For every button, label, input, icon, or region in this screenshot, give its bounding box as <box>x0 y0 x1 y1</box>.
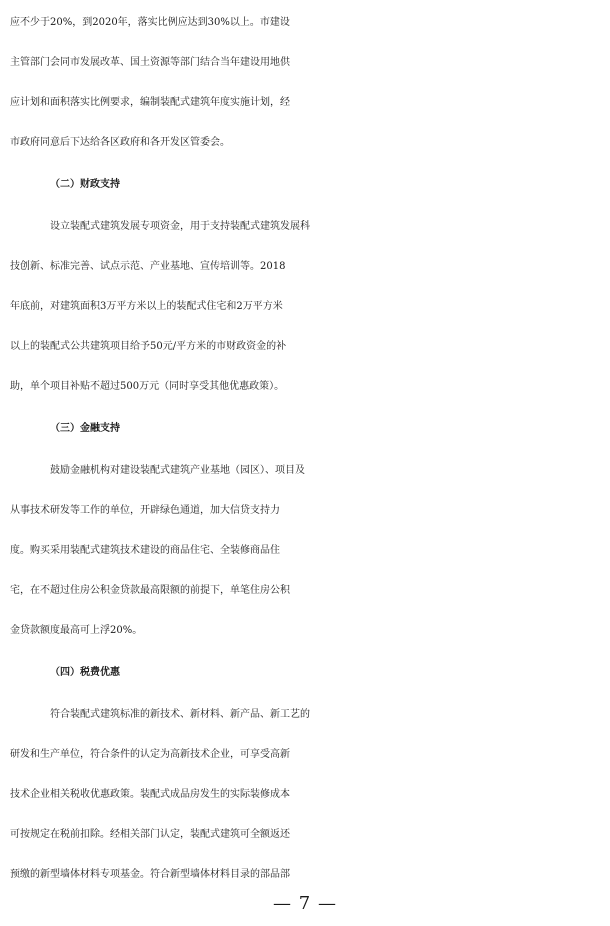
body-text-line: 应计划和面积落实比例要求，编制装配式建筑年度实施计划，经 <box>10 97 290 108</box>
body-text-line: 从事技术研发等工作的单位，开辟绿色通道，加大信贷支持力 <box>10 505 280 516</box>
body-text-line: 技术企业相关税收优惠政策。装配式成品房发生的实际装修成本 <box>10 789 290 800</box>
section-heading-finance: （三）金融支持 <box>50 423 120 434</box>
body-text-line: 研发和生产单位，符合条件的认定为高新技术企业，可享受高新 <box>10 749 290 760</box>
body-text-line: 金贷款额度最高可上浮20%。 <box>10 625 143 636</box>
body-text-line: 技创新、标准完善、试点示范、产业基地、宣传培训等。2018 <box>10 261 286 272</box>
body-text-line: 度。购买采用装配式建筑技术建设的商品住宅、全装修商品住 <box>10 545 280 556</box>
body-text-line: 市政府同意后下达给各区政府和各开发区管委会。 <box>10 137 230 148</box>
body-text-line: 应不少于20%，到2020年，落实比例应达到30%以上。市建设 <box>10 17 290 28</box>
section-heading-fiscal: （二）财政支持 <box>50 179 120 190</box>
body-text-line: 主管部门会同市发展改革、国土资源等部门结合当年建设用地供 <box>10 57 290 68</box>
body-text-line: 符合装配式建筑标准的新技术、新材料、新产品、新工艺的 <box>50 709 310 720</box>
body-text-line: 宅，在不超过住房公积金贷款最高限额的前提下，单笔住房公积 <box>10 585 290 596</box>
body-text-line: 年底前，对建筑面积3万平方米以上的装配式住宅和2万平方米 <box>10 301 283 312</box>
body-text-line: 可按规定在税前扣除。经相关部门认定，装配式建筑可全额返还 <box>10 829 290 840</box>
body-text-line: 设立装配式建筑发展专项资金，用于支持装配式建筑发展科 <box>50 221 310 232</box>
body-text-line: 鼓励金融机构对建设装配式建筑产业基地（园区）、项目及 <box>50 465 305 476</box>
section-heading-tax: （四）税费优惠 <box>50 667 120 678</box>
page-number: — 7 — <box>273 893 337 914</box>
body-text-line: 预缴的新型墙体材料专项基金。符合新型墙体材料目录的部品部 <box>10 869 290 880</box>
body-text-line: 以上的装配式公共建筑项目给予50元/平方米的市财政资金的补 <box>10 341 287 352</box>
body-text-line: 助，单个项目补贴不超过500万元（同时享受其他优惠政策）。 <box>10 381 285 392</box>
